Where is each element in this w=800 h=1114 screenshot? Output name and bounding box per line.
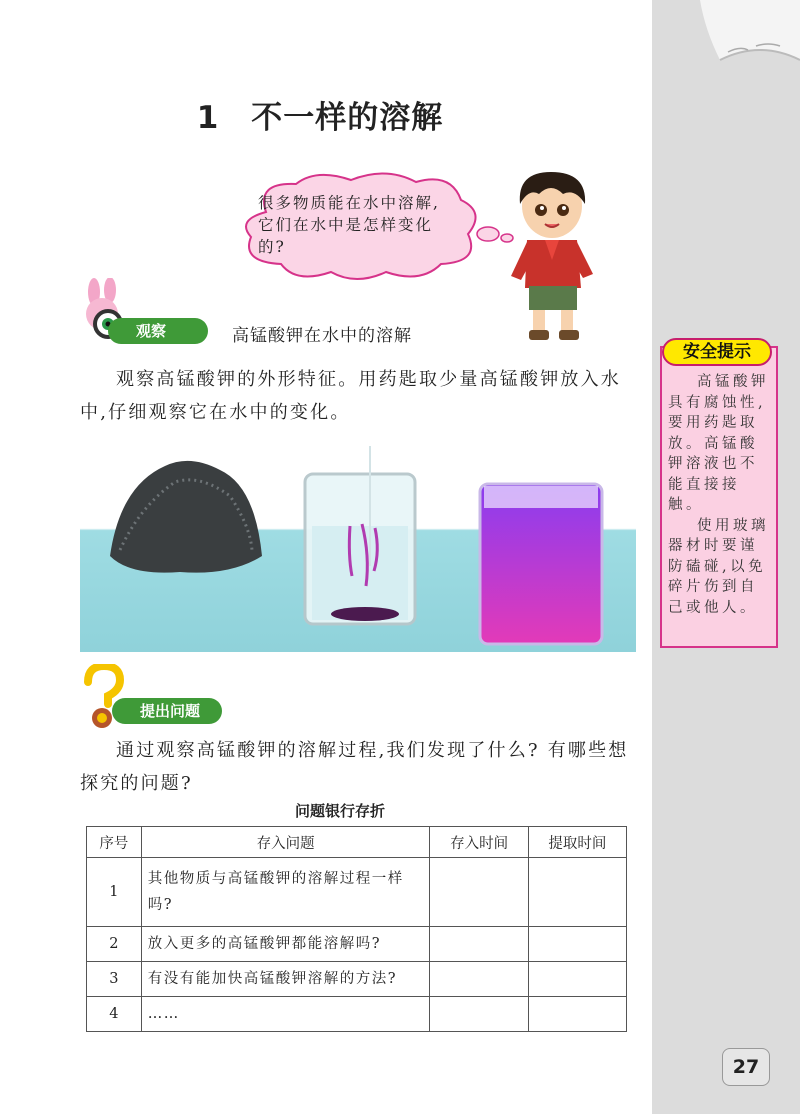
question-bank-table [86, 826, 627, 1032]
row-number: 4 [87, 997, 142, 1032]
row-deposit-time [430, 962, 528, 997]
question-tag: 提出问题 [112, 698, 222, 724]
row-deposit-time [430, 997, 528, 1032]
row-deposit-time [430, 927, 528, 962]
row-withdraw-time [528, 962, 626, 997]
observe-tag: 观察 [108, 318, 208, 344]
row-withdraw-time [528, 927, 626, 962]
potassium-permanganate-photo [80, 446, 636, 652]
lesson-title: 1 不一样的溶解 [196, 100, 444, 136]
table-row [87, 997, 627, 1032]
page-number: 27 [722, 1048, 770, 1086]
safety-tip-paragraph-1: 高锰酸钾具有腐蚀性,要用药匙取放。高锰酸钾溶液也不能直接接触。 [668, 374, 769, 513]
boy-character-illustration [505, 168, 600, 346]
page-curl-decoration [700, 0, 800, 90]
safety-tip-title: 安全提示 [662, 338, 772, 366]
row-question: 放入更多的高锰酸钾都能溶解吗? [141, 927, 430, 962]
header-number: 序号 [87, 827, 142, 858]
header-deposit-time: 存入时间 [430, 827, 528, 858]
row-number: 2 [87, 927, 142, 962]
row-question: …… [141, 997, 430, 1032]
table-row [87, 858, 627, 927]
table-row [87, 962, 627, 997]
row-question: 有没有能加快高锰酸钾溶解的方法? [141, 962, 430, 997]
header-withdraw-time: 提取时间 [528, 827, 626, 858]
row-number: 3 [87, 962, 142, 997]
row-deposit-time [430, 858, 528, 927]
table-row [87, 927, 627, 962]
header-question: 存入问题 [141, 827, 430, 858]
row-withdraw-time [528, 858, 626, 927]
question-bank-title: 问题银行存折 [294, 802, 385, 820]
question-paragraph: 通过观察高锰酸钾的溶解过程,我们发现了什么? 有哪些想探究的问题? [80, 740, 629, 794]
table-header-row [87, 827, 627, 858]
safety-tip-text [668, 372, 772, 618]
row-number: 1 [87, 858, 142, 927]
row-withdraw-time [528, 997, 626, 1032]
speech-bubble-text: 很多物质能在水中溶解,它们在水中是怎样变化的? [258, 194, 440, 256]
row-question: 其他物质与高锰酸钾的溶解过程一样吗? [141, 858, 430, 927]
observe-heading: 高锰酸钾在水中的溶解 [232, 326, 412, 346]
observe-paragraph: 观察高锰酸钾的外形特征。用药匙取少量高锰酸钾放入水中,仔细观察它在水中的变化。 [80, 369, 621, 423]
safety-tip-paragraph-2: 使用玻璃器材时要谨防磕碰,以免碎片伤到自己或他人。 [668, 517, 769, 616]
